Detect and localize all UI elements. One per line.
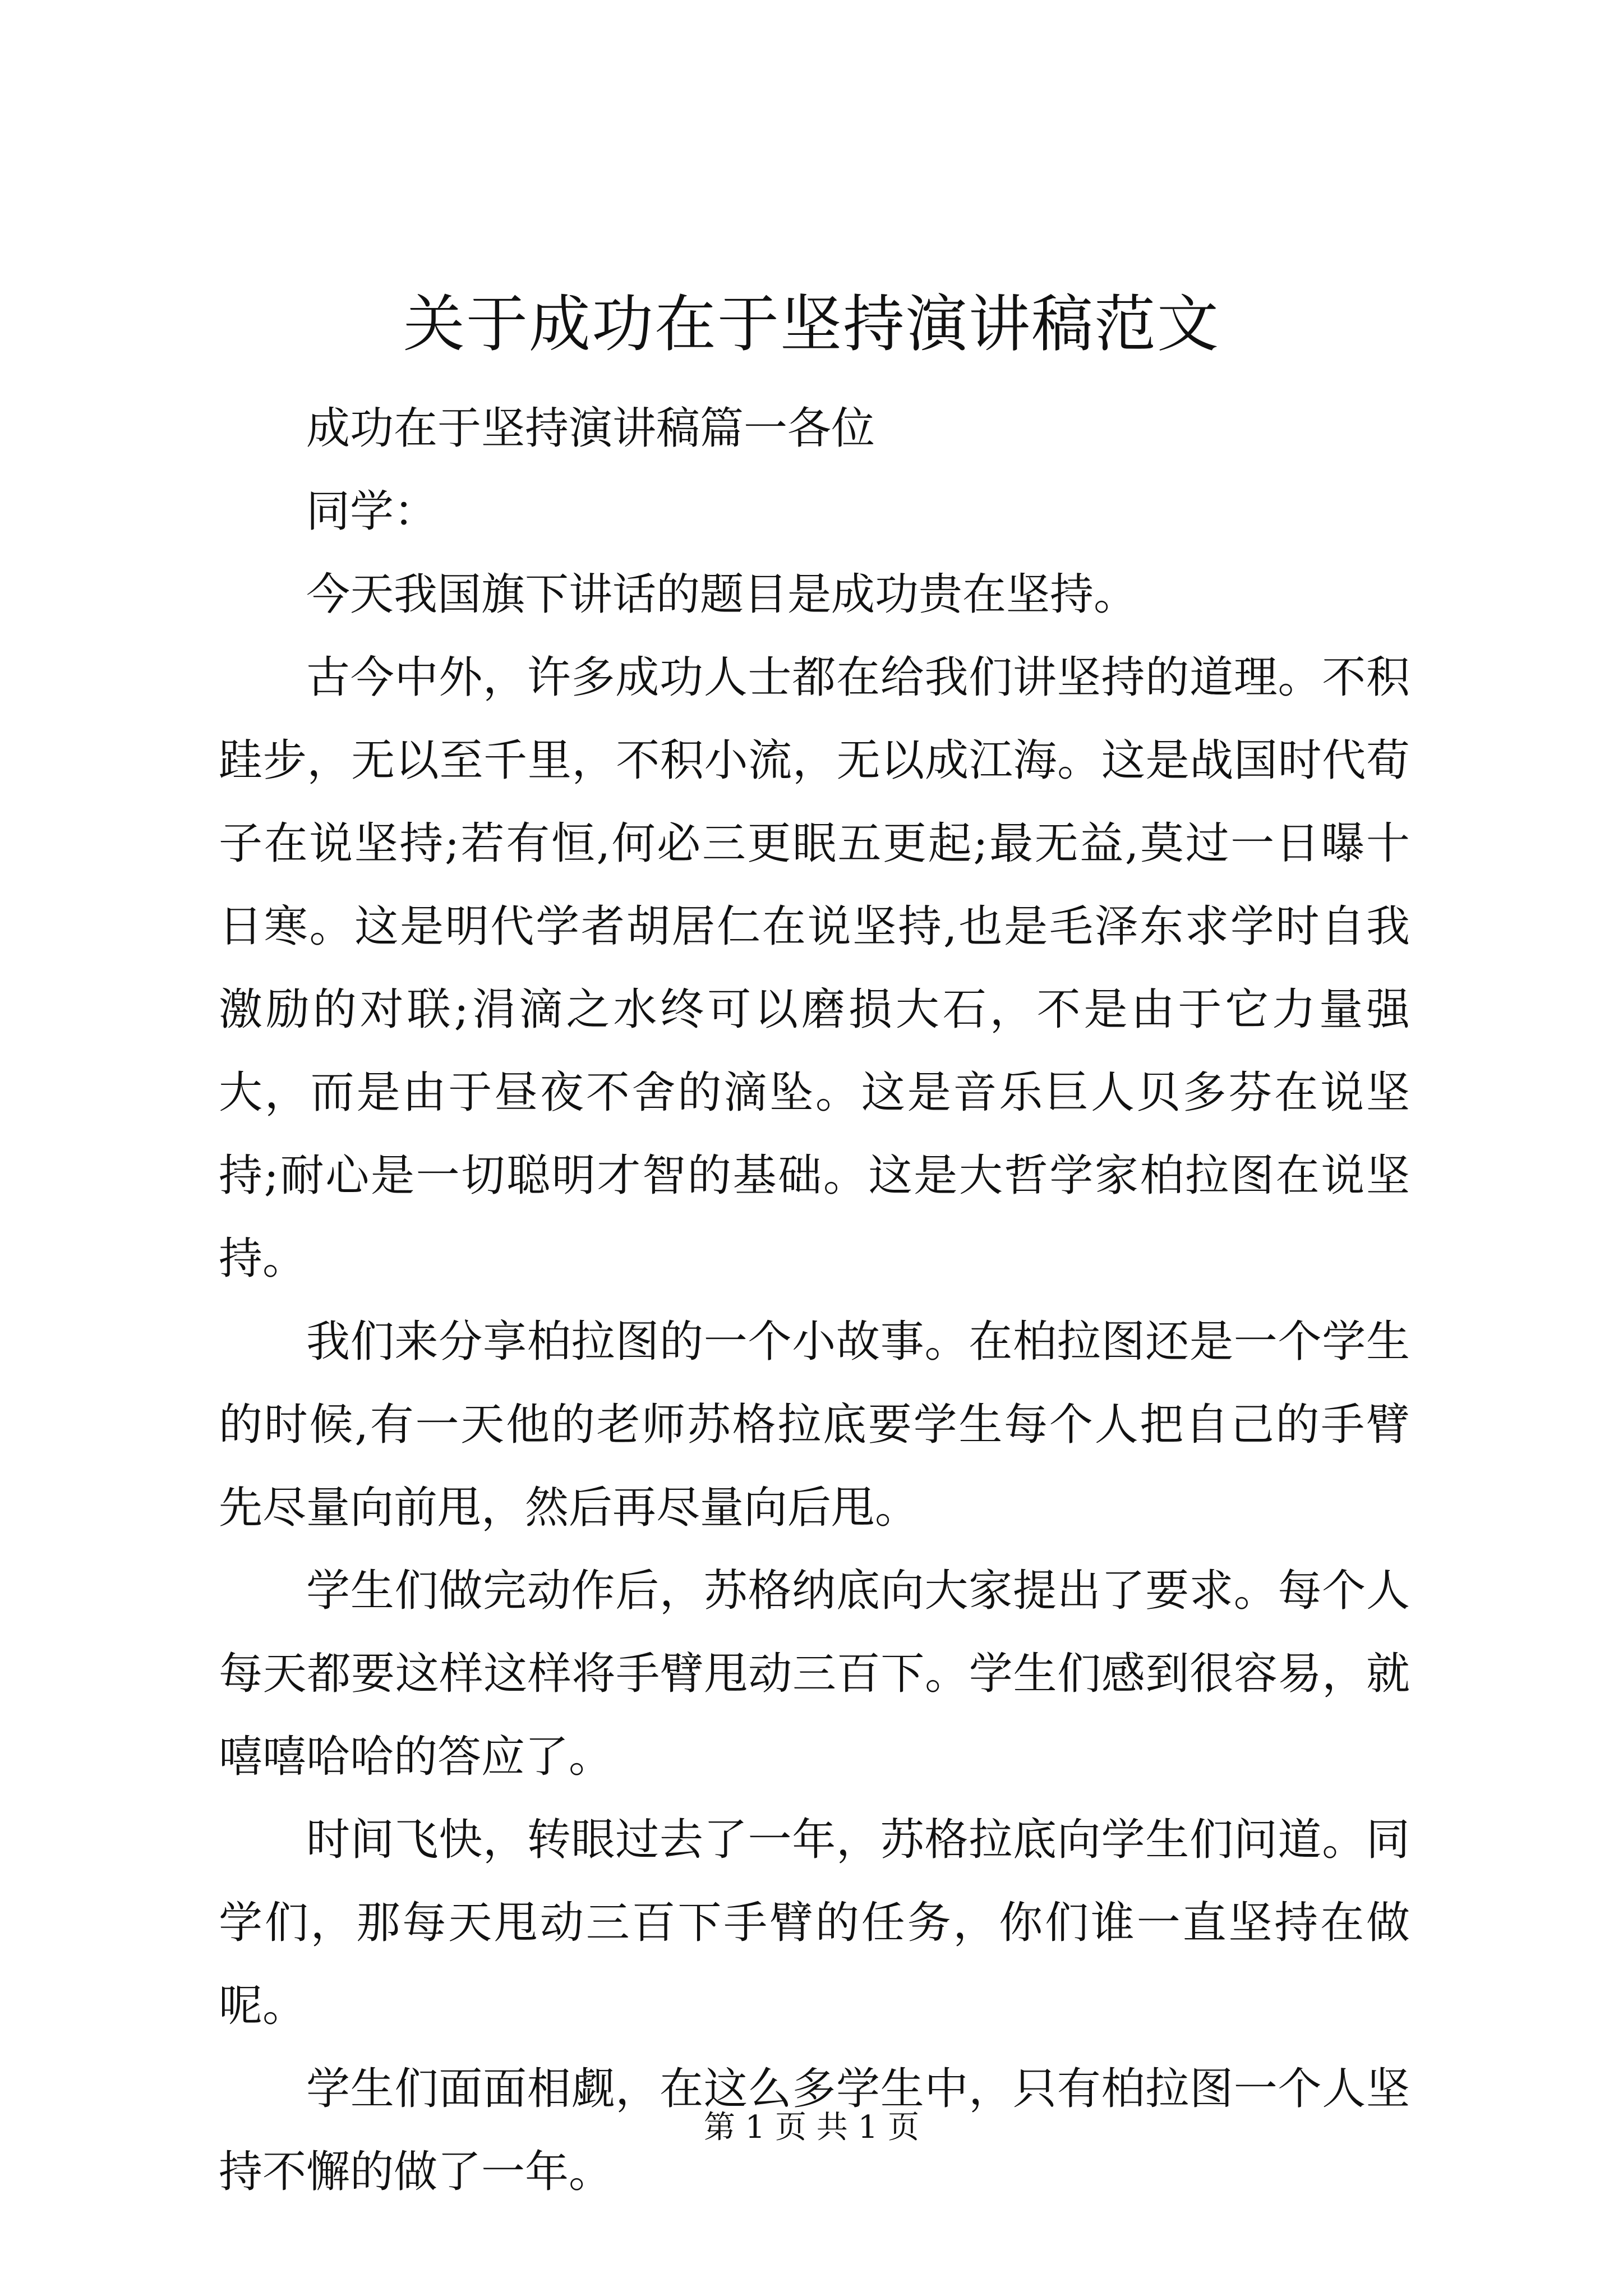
document-body: [219, 387, 1410, 2214]
paragraph: 学生们做完动作后，苏格纳底向大家提出了要求。每个人每天都要这样这样将手臂甩动三百下。学生们感到很容易，就嘻嘻哈哈的答应了。: [219, 1566, 1410, 1782]
paragraph: 时间飞快，转眼过去了一年，苏格拉底向学生们问道。同学们，那每天甩动三百下手臂的任务，你们谁一直坚持在做呢。: [219, 1815, 1410, 2031]
paragraph: 同学：: [306, 486, 438, 537]
page-title: 关于成功在于坚持演讲稿范文: [403, 288, 1220, 360]
paragraph: 学生们面面相觑，在这么多学生中，只有柏拉图一个人坚持不懈的做了一年。: [219, 2064, 1410, 2197]
paragraph: 我们来分享柏拉图的一个小故事。在柏拉图还是一个学生的时候,有一天他的老师苏格拉底要学生每个人把自己的手臂先尽量向前甩，然后再尽量向后甩。: [219, 1317, 1410, 1533]
page-footer: 第 1 页 共 1 页: [703, 2109, 920, 2146]
paragraph: 成功在于坚持演讲稿篇一各位: [306, 403, 875, 454]
paragraph: 古今中外，许多成功人士都在给我们讲坚持的道理。不积跬步，无以至千里，不积小流，无以成江海。这是战国时代荀子在说坚持;若有恒,何必三更眠五更起;最无益,莫过一日曝十日寒。这是明代学者胡居仁在说坚持,也是毛泽东求学时自我激励的对联;涓滴之水终可以磨损大石，不是由于它力量强大，而是由于昼夜不舍的滴坠。这是音乐巨人贝多芬在说坚持;耐心是一切聪明才智的基础。这是大哲学家柏拉图在说坚持。: [219, 652, 1410, 1284]
paragraph: 今天我国旗下讲话的题目是成功贵在坚持。: [306, 569, 1138, 620]
